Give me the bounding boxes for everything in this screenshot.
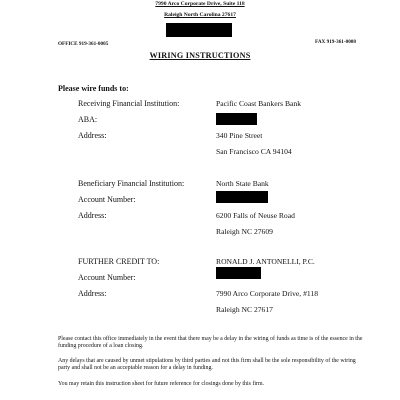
fax-number: FAX 919-361-0008 [315, 39, 356, 45]
note-delay-responsibility: Any delays that are caused by unmet stipulations by third parties and not this firm shall be the sole responsibility of the wiring party and shall not be an acceptable reason for a delay in funding. [58, 358, 356, 372]
intro-text: Please wire funds to: [58, 84, 129, 93]
note-retain-sheet: You may retain this instruction sheet for future reference for closings done by this firm. [58, 381, 265, 387]
further-credit-address-line2: Raleigh NC 27617 [216, 305, 273, 314]
letterhead-address-line2: Raleigh North Carolina 27617 [164, 12, 236, 18]
note-contact-office: Please contact this office immediately in the event that there may be a delay in the wiring of funds as time is of the essence in the funding procedure of a loan closing. [58, 336, 363, 350]
redacted-letterhead-block [166, 23, 232, 37]
further-credit-name: RONALD J. ANTONELLI, P.C. [216, 257, 315, 266]
beneficiary-address-label: Address: [78, 211, 107, 220]
receiving-institution-label: Receiving Financial Institution: [78, 99, 180, 108]
further-credit-address-line1: 7990 Arco Corporate Drive, #118 [216, 289, 318, 298]
receiving-institution-name: Pacific Coast Bankers Bank [216, 99, 301, 108]
receiving-address-label: Address: [78, 131, 107, 140]
letterhead-address-line1: 7990 Arco Corporate Drive, Suite 118 [155, 1, 245, 7]
receiving-address-line2: San Francisco CA 94104 [216, 147, 292, 156]
beneficiary-address-line2: Raleigh NC 27609 [216, 227, 273, 236]
beneficiary-address-line1: 6200 Falls of Neuse Road [216, 211, 295, 220]
document-title: WIRING INSTRUCTIONS [149, 51, 251, 60]
redacted-aba-number [216, 113, 257, 125]
redacted-beneficiary-account [216, 191, 268, 203]
further-credit-account-label: Account Number: [78, 273, 136, 282]
further-credit-label: FURTHER CREDIT TO: [78, 257, 160, 266]
beneficiary-account-label: Account Number: [78, 195, 136, 204]
redacted-further-credit-account [216, 267, 261, 279]
office-phone: OFFICE 919-361-0005 [58, 41, 109, 47]
beneficiary-institution-name: North State Bank [216, 179, 269, 188]
receiving-address-line1: 340 Pine Street [216, 131, 263, 140]
beneficiary-institution-label: Beneficiary Financial Institution: [78, 179, 185, 188]
aba-label: ABA: [78, 115, 98, 124]
further-credit-address-label: Address: [78, 289, 107, 298]
